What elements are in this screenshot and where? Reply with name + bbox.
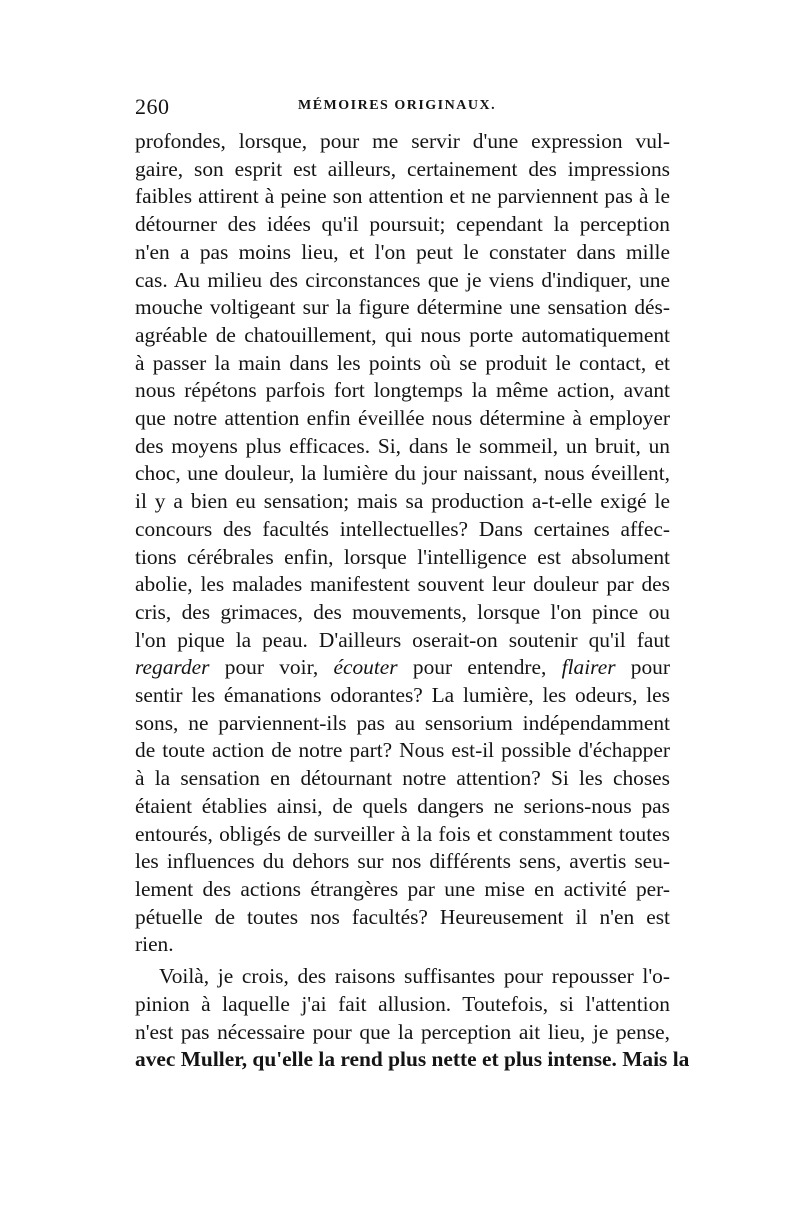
paragraph-2	[135, 963, 690, 1074]
text-run: pour entendre,	[397, 655, 562, 680]
text-run: pour voir,	[209, 655, 334, 680]
text-line: sons, ne parviennent-ils pas au sensorium indépendamment	[135, 710, 670, 735]
text-line: cris, des grimaces, des mouvements, lorsque l'on pince ou	[135, 599, 670, 624]
text-line: n'est pas nécessaire pour que la perception ait lieu, je pense,	[135, 1019, 670, 1044]
running-title: MÉMOIRES ORIGINAUX.	[298, 98, 497, 113]
text-line: rien.	[135, 932, 174, 957]
text-line-with-italics	[135, 654, 670, 682]
book-page	[135, 92, 690, 1074]
text-line: à passer la main dans les points où se produit le contact, et	[135, 350, 670, 375]
text-line: faibles attirent à peine son attention et ne parviennent pas à le	[135, 184, 670, 209]
text-line: gaire, son esprit est ailleurs, certainement des impressions	[135, 156, 670, 181]
text-line: pinion à laquelle j'ai fait allusion. Toutefois, si l'attention	[135, 991, 670, 1016]
text-line: détourner des idées qu'il poursuit; cependant la perception	[135, 212, 670, 237]
text-line: à la sensation en détournant notre attention? Si les choses	[135, 766, 670, 791]
text-line: profondes, lorsque, pour me servir d'une expression vul-	[135, 129, 670, 153]
text-line: sentir les émanations odorantes? La lumière, les odeurs, les	[135, 683, 670, 708]
text-line: avec Muller, qu'elle la rend plus nette et plus intense. Mais la	[135, 1047, 690, 1072]
text-line: de toute action de notre part? Nous est-il possible d'échapper	[135, 738, 670, 763]
text-line: il y a bien eu sensation; mais sa production a-t-elle exigé le	[135, 489, 670, 514]
text-line: choc, une douleur, la lumière du jour naissant, nous éveillent,	[135, 461, 670, 486]
text-line: cas. Au milieu des circonstances que je viens d'indiquer, une	[135, 267, 670, 292]
text-line: l'on pique la peau. D'ailleurs oserait-on soutenir qu'il faut	[135, 627, 670, 652]
text-line: les influences du dehors sur nos différents sens, avertis seu-	[135, 849, 670, 874]
page-header	[135, 92, 670, 128]
text-line: tions cérébrales enfin, lorsque l'intelligence est absolument	[135, 544, 670, 569]
text-line: agréable de chatouillement, qui nous porte automatiquement	[135, 322, 670, 347]
text-line: lement des actions étrangères par une mise en activité per-	[135, 876, 670, 901]
italic-word: écouter	[333, 655, 398, 680]
text-line: n'en a pas moins lieu, et l'on peut le constater dans mille	[135, 239, 670, 264]
italic-word: regarder	[135, 655, 210, 680]
text-line: entourés, obligés de surveiller à la fois et constamment toutes	[135, 821, 670, 846]
text-line: étaient établies ainsi, de quels dangers ne serions-nous pas	[135, 793, 670, 818]
page-number: 260	[135, 94, 170, 119]
text-line: concours des facultés intellectuelles? Dans certaines affec-	[135, 516, 670, 541]
text-run: pour	[615, 655, 671, 680]
italic-word: flairer	[561, 655, 616, 680]
text-line: pétuelle de toutes nos facultés? Heureusement il n'en est	[135, 904, 670, 929]
text-line: nous répétons parfois fort longtemps la même action, avant	[135, 378, 670, 403]
text-line: des moyens plus efficaces. Si, dans le sommeil, un bruit, un	[135, 433, 670, 458]
text-line: Voilà, je crois, des raisons suffisantes pour repousser l'o-	[159, 964, 670, 989]
text-line: mouche voltigeant sur la figure détermine une sensation dés-	[135, 295, 670, 320]
paragraph-1	[135, 128, 670, 959]
text-line: abolie, les malades manifestent souvent leur douleur par des	[135, 572, 670, 597]
text-line: que notre attention enfin éveillée nous détermine à employer	[135, 406, 670, 431]
